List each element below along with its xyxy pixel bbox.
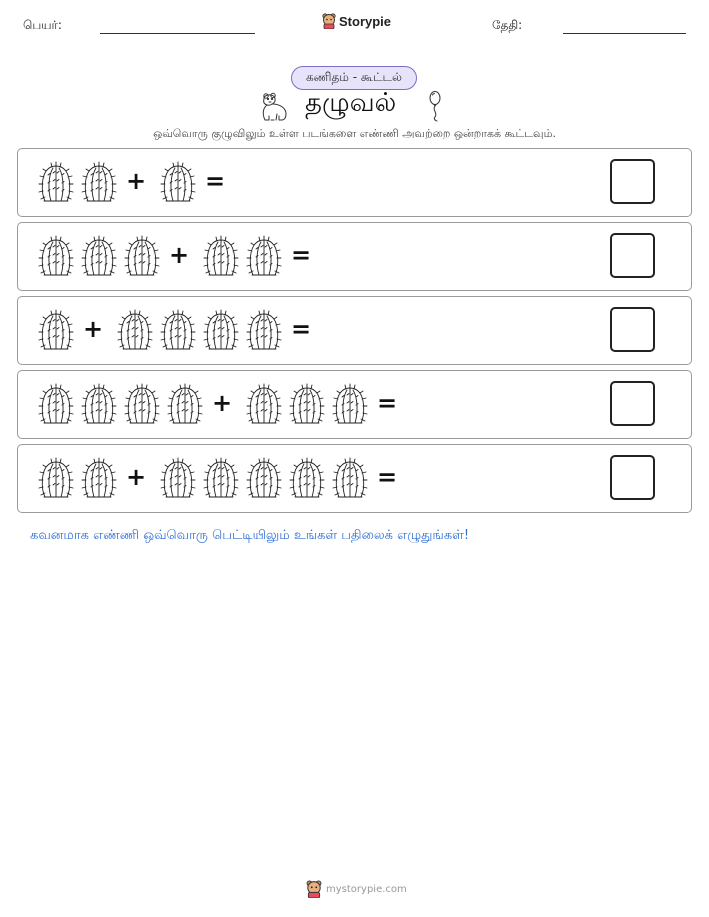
instruction-text: ஒவ்வொரு குழுவிலும் உள்ள படங்களை எண்ணி அவற்றை ஒன்றாகக் கூட்டவும். <box>153 127 556 140</box>
name-line[interactable] <box>100 33 255 34</box>
cactus-icon <box>289 383 325 427</box>
cactus-icon <box>246 309 282 353</box>
equals-sign: = <box>291 315 312 343</box>
cactus-icon <box>38 235 74 279</box>
equals-sign: = <box>377 389 398 417</box>
cactus-icon <box>203 235 239 279</box>
cactus-icon <box>160 309 196 353</box>
brand-name: Storypie <box>339 13 392 29</box>
cactus-icon <box>38 383 74 427</box>
equals-sign: = <box>291 241 312 269</box>
date-line[interactable] <box>563 33 686 34</box>
problem-row <box>17 222 692 291</box>
cactus-icon <box>81 235 117 279</box>
cactus-icon <box>160 457 196 501</box>
problem-row <box>17 296 692 365</box>
cactus-icon <box>246 457 282 501</box>
cactus-icon <box>246 235 282 279</box>
cactus-icon <box>332 383 368 427</box>
brand-logo <box>322 13 391 29</box>
title-area <box>0 88 709 124</box>
problem-row <box>17 148 692 217</box>
footer-note: கவனமாக எண்ணி ஒவ்வொரு பெட்டியிலும் உங்கள் பதிலைக் எழுதுங்கள்! <box>30 528 470 543</box>
problem-row <box>17 444 692 513</box>
cactus-icon <box>160 161 196 205</box>
cactus-icon <box>289 457 325 501</box>
cactus-icon <box>81 457 117 501</box>
cactus-icon <box>124 383 160 427</box>
cactus-icon <box>38 309 74 353</box>
answer-box[interactable] <box>610 233 655 278</box>
cactus-icon <box>117 309 153 353</box>
cactus-icon <box>38 457 74 501</box>
site-footer <box>306 880 407 898</box>
balloon-icon <box>426 90 444 122</box>
plus-sign: + <box>169 241 190 269</box>
polar-bear-icon <box>258 90 290 122</box>
cactus-icon <box>81 383 117 427</box>
answer-box[interactable] <box>610 455 655 500</box>
answer-box[interactable] <box>610 381 655 426</box>
cactus-icon <box>203 457 239 501</box>
plus-sign: + <box>126 463 147 491</box>
cactus-icon <box>246 383 282 427</box>
answer-box[interactable] <box>610 307 655 352</box>
cactus-icon <box>167 383 203 427</box>
cactus-icon <box>124 235 160 279</box>
date-label: தேதி: <box>492 18 523 32</box>
cactus-icon <box>203 309 239 353</box>
plus-sign: + <box>126 167 147 195</box>
cactus-icon <box>81 161 117 205</box>
site-url: mystorypie.com <box>326 883 407 895</box>
cactus-icon <box>38 161 74 205</box>
equals-sign: = <box>377 463 398 491</box>
storypie-mascot-icon <box>306 880 322 898</box>
equals-sign: = <box>205 167 226 195</box>
storypie-mascot-icon <box>322 13 336 29</box>
plus-sign: + <box>83 315 104 343</box>
name-label: பெயர்: <box>23 18 62 32</box>
plus-sign: + <box>212 389 233 417</box>
problem-row <box>17 370 692 439</box>
answer-box[interactable] <box>610 159 655 204</box>
topic-badge: கணிதம் - கூட்டல் <box>291 66 417 90</box>
cactus-icon <box>332 457 368 501</box>
page-title: தழுவல் <box>305 88 397 118</box>
